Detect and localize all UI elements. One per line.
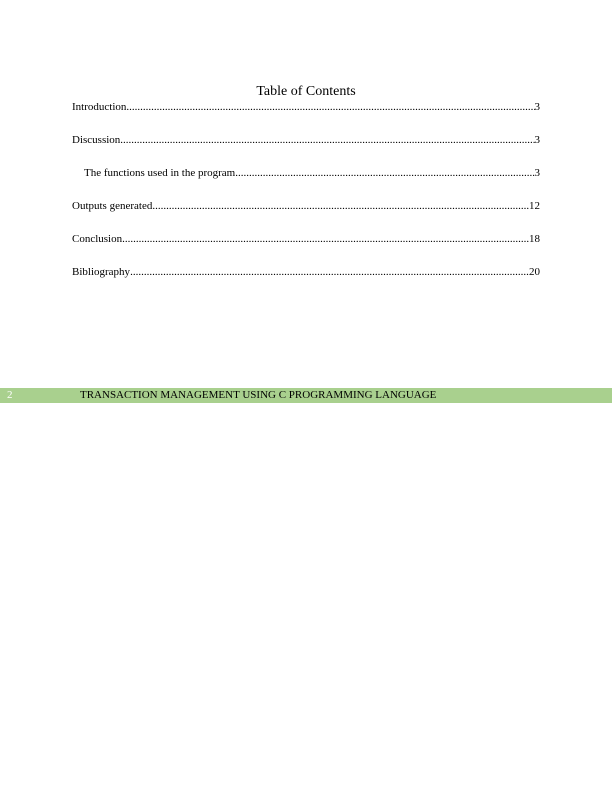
toc-entry-bibliography[interactable] [72, 266, 540, 279]
toc-entry-page: 18 [529, 233, 540, 245]
toc-dot-leader [130, 266, 529, 279]
toc-entry-label: Bibliography [72, 266, 131, 278]
toc-entry-page: 20 [529, 266, 540, 278]
toc-dot-leader [235, 167, 534, 180]
toc-dot-leader [152, 200, 529, 213]
toc-entry-label: Introduction [72, 101, 127, 113]
toc-entry-page: 3 [534, 167, 540, 179]
toc-entry-conclusion[interactable] [72, 233, 540, 246]
toc-entry-outputs-generated[interactable] [72, 200, 540, 213]
footer-running-title: TRANSACTION MANAGEMENT USING C PROGRAMMING LANGUAGE [80, 389, 437, 401]
toc-entry-page: 3 [534, 134, 540, 146]
toc-entry-functions-used[interactable] [72, 167, 540, 180]
toc-entry-label: The functions used in the program [84, 167, 236, 179]
toc-entry-label: Outputs generated [72, 200, 153, 212]
toc-entry-label: Conclusion [72, 233, 123, 245]
footer-page-number: 2 [7, 389, 13, 401]
toc-dot-leader [122, 233, 529, 246]
toc-entry-page: 3 [534, 101, 540, 113]
toc-entry-page: 12 [529, 200, 540, 212]
toc-entry-introduction[interactable] [72, 101, 540, 114]
footer-band [0, 388, 612, 403]
toc-entry-label: Discussion [72, 134, 121, 146]
toc-title: Table of Contents [256, 84, 356, 99]
toc-dot-leader [120, 134, 534, 147]
toc-list [72, 101, 540, 299]
toc-entry-discussion[interactable] [72, 134, 540, 147]
toc-dot-leader [126, 101, 534, 114]
